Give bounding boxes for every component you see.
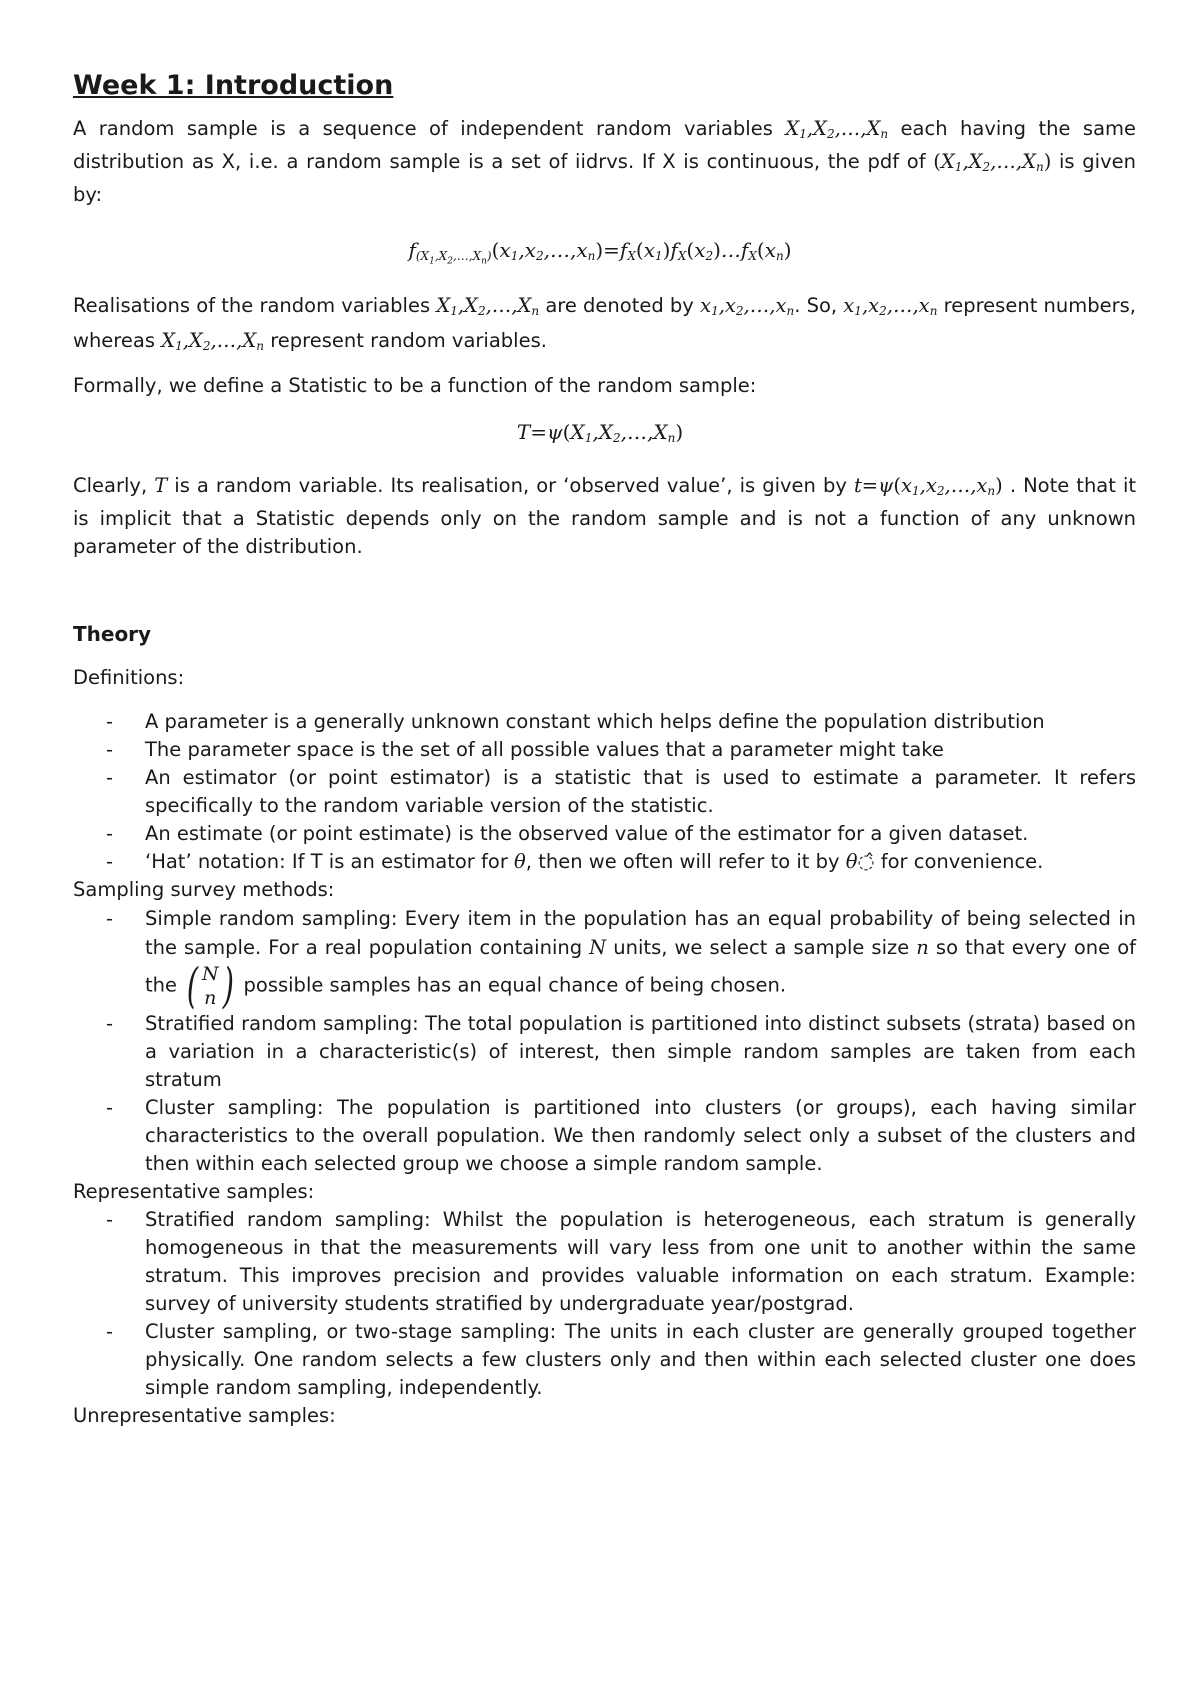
list-item: - The parameter space is the set of all possible values that a parameter might take [73,736,1136,764]
list-item: - ‘Hat’ notation: If T is an estimator for θ, then we often will refer to it by θ◌̂ for convenience. [73,848,1136,876]
list-item: - Stratified random sampling: Whilst the population is heterogeneous, each stratum is generally homogeneous in that the measurements will vary less from one unit to another within the same stratum. This improves precision and provides valuable information on each stratum. Example: survey of university students stratified by undergraduate year/postgrad. [73,1206,1136,1318]
sample-vector-formula: $(X_1,X_2,\dots,X_n)$ [933,150,1052,174]
intro-paragraph-3: Formally, we define a Statistic to be a function of the random sample: [73,374,757,397]
binomial-coefficient: ( N n ) [186,958,234,1014]
intro-text-2e: represent random variables. [270,329,547,352]
unrepresentative-label: Unrepresentative samples: [73,1404,336,1427]
representative-label: Representative samples: [73,1180,315,1203]
page-title: Week 1: Introduction [73,70,394,101]
intro-text-1b: each having the same distribution as X, i.e. a random sample is a set of iidrvs. If X is continuous, the pdf of [73,117,1137,173]
sampling-list [73,904,1136,1178]
list-item: - An estimate (or point estimate) is the observed value of the estimator for a given dataset. [73,820,1136,848]
intro-text-4c: . Note that it is implicit that a Statistic depends only on the random sample and is not a function of any unknown parameter of the distribution. [73,474,1137,558]
intro-text-1c: is given by: [73,150,1136,206]
intro-text-2d: represent numbers, whereas [73,294,1136,352]
statistic-equation: $T=\psi(X_1,X_2,\dots,X_n)$ [516,420,684,445]
list-item: - Cluster sampling: The population is partitioned into clusters (or groups), each having similar characteristics to the overall population. We then randomly select only a subset of the clusters and then within each selected group we choose a simple random sample. [73,1094,1136,1178]
definitions-label: Definitions: [73,666,185,689]
list-item: - Simple random sampling: Every item in the population has an equal probability of being selected in the sample. For a real population containing N units, we select a sample size n so that every one of the ( N n ) possible samples has an equal chance of being chosen. [73,904,1136,1010]
intro-text-4a: Clearly, [73,474,148,497]
intro-text-2c: . So, [794,294,838,317]
sampling-label: Sampling survey methods: [73,878,335,901]
definitions-list [73,708,1136,876]
intro-text-4b: is a random variable. Its realisation, or ‘observed value’, is given by [174,474,847,497]
intro-paragraph-4: Clearly, T is a random variable. Its realisation, or ‘observed value’, is given by $t=\psi(x_1,x_2,\dots,x_n)$ . Note that it is implicit that a Statistic depends only on the random sample and is not a function of any unknown parameter of the distribution. [73,474,1137,558]
intro-text-2b: are denoted by [545,294,694,317]
intro-paragraph-2: Realisations of the random variables $X_1,X_2,\dots,X_n$ are denoted by $x_1,x_2,\dots,x_n$. So, $x_1,x_2,\dots,x_n$ represent numbers, whereas $X_1,X_2,\dots,X_n$ represent random variables. [73,294,1136,353]
representative-list [73,1206,1136,1402]
theory-heading: Theory [73,622,152,646]
list-item: - Cluster sampling, or two-stage sampling: The units in each cluster are generally grouped together physically. One random selects a few clusters only and then within each selected cluster one does simple random sampling, independently. [73,1318,1136,1402]
joint-pdf-equation: $f_{(X_1,X_2,\dots,X_n)}(x_1,x_2,\dots,x_n)=f_X(x_1)f_X(x_2)\dots f_X(x_n)$ [408,238,792,267]
sample-sequence-formula: $X_1,X_2,\dots,X_n$ [785,117,889,141]
intro-text-2a: Realisations of the random variables [73,294,431,317]
definitions-section [73,664,1136,1430]
intro-paragraph-1 [73,115,1136,209]
list-item: - A parameter is a generally unknown constant which helps define the population distribution [73,708,1136,736]
list-item: - Stratified random sampling: The total population is partitioned into distinct subsets (strata) based on a variation in a characteristic(s) of interest, then simple random samples are taken from each stratum [73,1010,1136,1094]
intro-text-1a: A random sample is a sequence of independent random variables [73,117,773,140]
list-item: - An estimator (or point estimator) is a statistic that is used to estimate a parameter. It refers specifically to the random variable version of the statistic. [73,764,1136,820]
